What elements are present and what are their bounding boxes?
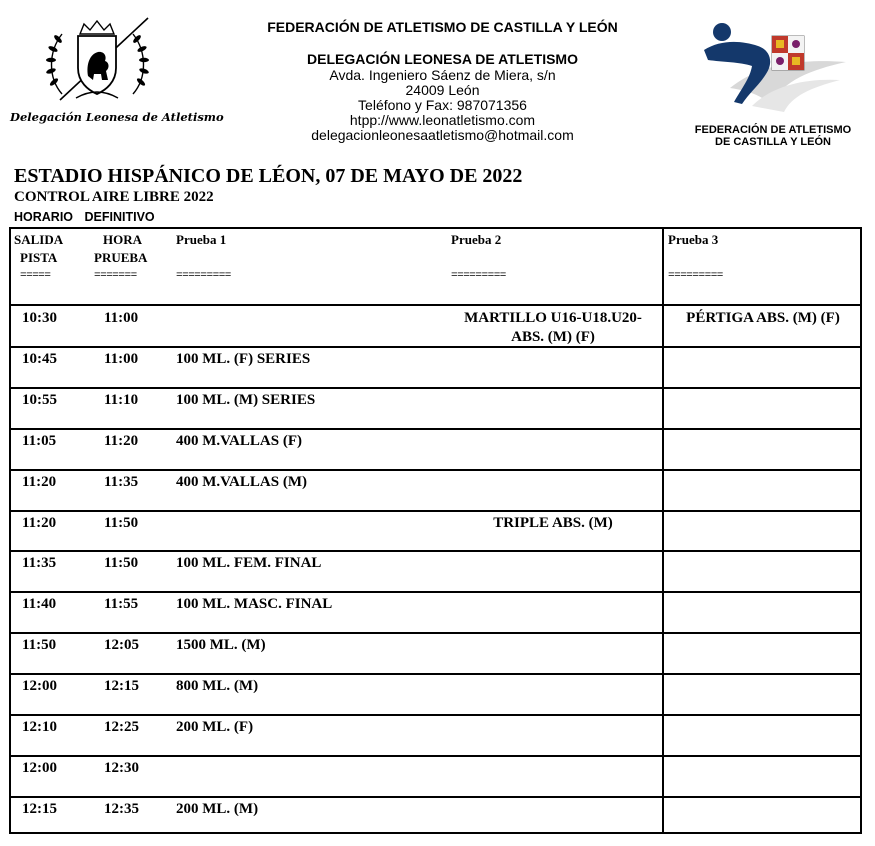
delegation-caption: Delegación Leonesa de Atletismo: [10, 110, 224, 124]
row-divider: [11, 346, 862, 348]
table-row-prueba2: MARTILLO U16-U18.U20-: [464, 310, 642, 326]
table-row-salida: 12:15: [22, 801, 57, 817]
row-divider: [11, 550, 862, 552]
postal-line: 24009 León: [405, 82, 480, 98]
document-title: ESTADIO HISPÁNICO DE LÉON, 07 DE MAYO DE 2022: [14, 165, 523, 187]
table-row-hora: 12:05: [104, 637, 139, 653]
table-row-salida: 11:40: [22, 596, 57, 612]
table-row-hora: 11:55: [104, 596, 139, 612]
row-divider: [11, 428, 862, 430]
federation-logo-caption-line1: FEDERACIÓN DE ATLETISMO: [694, 124, 852, 136]
table-row-prueba2: TRIPLE ABS. (M): [493, 515, 613, 531]
table-row-prueba1: 1500 ML. (M): [176, 637, 266, 653]
header-rule-prueba3: =========: [668, 270, 723, 282]
table-row-prueba1: 100 ML. MASC. FINAL: [176, 596, 333, 612]
table-row-salida: 12:00: [22, 760, 57, 776]
table-row-hora: 12:35: [104, 801, 139, 817]
table-row-hora: 12:30: [104, 760, 139, 776]
table-row-salida: 10:55: [22, 392, 57, 408]
table-row-salida: 12:00: [22, 678, 57, 694]
header-hora-line1: HORA: [103, 232, 142, 247]
table-row-prueba2-line2: ABS. (M) (F): [511, 329, 595, 345]
table-row-salida: 10:45: [22, 351, 57, 367]
document-subtitle: CONTROL AIRE LIBRE 2022: [14, 189, 214, 205]
row-divider: [11, 469, 862, 471]
header-rule-prueba2: =========: [451, 270, 506, 282]
table-row-hora: 11:20: [104, 433, 139, 449]
header-rule-prueba1: =========: [176, 270, 231, 282]
phone-line: Teléfono y Fax: 987071356: [358, 97, 527, 113]
row-divider: [11, 387, 862, 389]
header-prueba3: Prueba 3: [668, 232, 719, 247]
delegation-crest-logo: [40, 16, 155, 104]
header-rule-salida: =====: [20, 270, 51, 282]
header-salida-line1: SALIDA: [14, 232, 64, 247]
header-prueba1: Prueba 1: [176, 232, 227, 247]
table-row-hora: 11:00: [104, 310, 139, 326]
table-row-prueba1: 200 ML. (M): [176, 801, 259, 817]
address-line: Avda. Ingeniero Sáenz de Miera, s/n: [329, 67, 556, 83]
table-row-prueba1: 200 ML. (F): [176, 719, 254, 735]
table-row-prueba1: 400 M.VALLAS (M): [176, 474, 307, 490]
table-row-salida: 11:50: [22, 637, 57, 653]
row-divider: [11, 632, 862, 634]
row-divider: [11, 796, 862, 798]
table-row-hora: 11:00: [104, 351, 139, 367]
table-row-hora: 11:50: [104, 555, 139, 571]
header-hora-line2: PRUEBA: [94, 250, 148, 265]
table-row-hora: 12:15: [104, 678, 139, 694]
row-divider: [11, 510, 862, 512]
header-rule-hora: =======: [94, 270, 137, 282]
table-row-salida: 11:20: [22, 474, 57, 490]
table-row-prueba1: 800 ML. (M): [176, 678, 259, 694]
header-prueba2: Prueba 2: [451, 232, 502, 247]
header-salida-line2: PISTA: [20, 250, 58, 265]
table-row-prueba1: 400 M.VALLAS (F): [176, 433, 302, 449]
table-row-salida: 12:10: [22, 719, 57, 735]
delegation-title: DELEGACIÓN LEONESA DE ATLETISMO: [307, 51, 578, 67]
row-divider: [11, 714, 862, 716]
email-link[interactable]: delegacionleonesaatletismo@hotmail.com: [311, 127, 574, 143]
table-row-prueba1: 100 ML. FEM. FINAL: [176, 555, 322, 571]
header-divider: [11, 304, 862, 306]
table-row-prueba1: 100 ML. (M) SERIES: [176, 392, 316, 408]
table-row-hora: 11:50: [104, 515, 139, 531]
table-row-hora: 11:35: [104, 474, 139, 490]
row-divider: [11, 673, 862, 675]
table-row-salida: 11:05: [22, 433, 57, 449]
row-divider: [11, 591, 862, 593]
schedule-label: HORARIO DEFINITIVO: [14, 210, 155, 224]
table-row-salida: 11:20: [22, 515, 57, 531]
federation-logo-caption: [668, 124, 875, 148]
row-divider: [11, 755, 862, 757]
table-row-hora: 12:25: [104, 719, 139, 735]
federation-logo-caption-line2: DE CASTILLA Y LEÓN: [715, 136, 831, 148]
table-row-salida: 10:30: [22, 310, 57, 326]
table-row-salida: 11:35: [22, 555, 57, 571]
table-row-prueba1: 100 ML. (F) SERIES: [176, 351, 311, 367]
table-row-prueba3: PÉRTIGA ABS. (M) (F): [686, 310, 840, 326]
table-row-hora: 11:10: [104, 392, 139, 408]
federation-title: FEDERACIÓN DE ATLETISMO DE CASTILLA Y LEÓN: [267, 19, 618, 35]
website-link[interactable]: htpp://www.leonatletismo.com: [349, 112, 536, 128]
federation-logo: [700, 18, 848, 114]
